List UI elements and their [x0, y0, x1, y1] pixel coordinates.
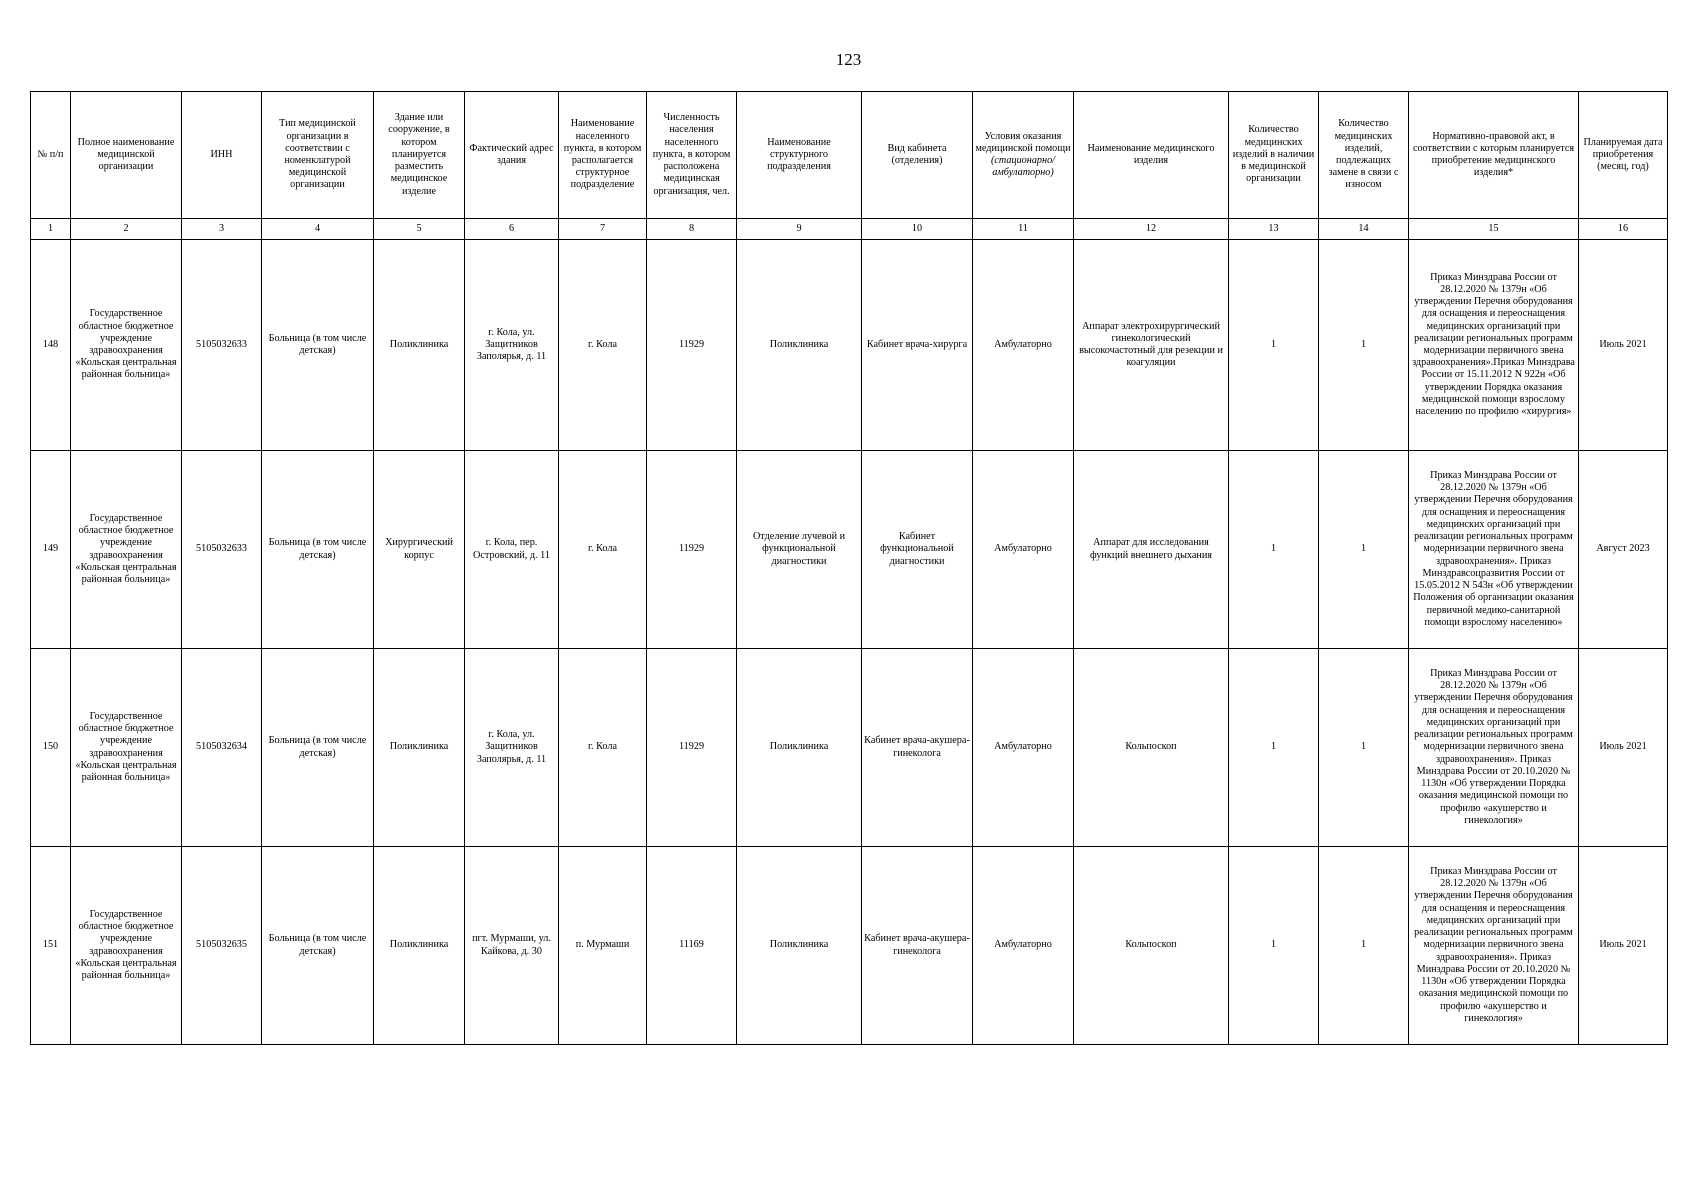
column-number: 5 — [374, 219, 465, 240]
cell-legal-act: Приказ Минздрава России от 28.12.2020 № 1379н «Об утверждении Перечня оборудования для оснащения и переоснащения медицинских организаций при реализации региональных программ модернизации первичного звена здравоохранения».Приказ Минздрава России от 15.11.2012 N 922н «Об утверждении Порядка оказания медицинской помощи взрослому населению по профилю «хирургия» — [1409, 240, 1579, 451]
column-header: Вид кабинета (отделения) — [862, 92, 973, 219]
cell-population: 11929 — [647, 649, 737, 847]
cell-population: 11929 — [647, 451, 737, 649]
cell-number: 151 — [31, 847, 71, 1045]
cell-number: 149 — [31, 451, 71, 649]
cell-building: Поликлиника — [374, 847, 465, 1045]
column-header: Численность населения населенного пункта, в котором расположена медицинская организация, чел. — [647, 92, 737, 219]
column-header: № п/п — [31, 92, 71, 219]
cell-type: Больница (в том числе детская) — [262, 240, 374, 451]
cell-date: Июль 2021 — [1579, 847, 1668, 1045]
cell-type: Больница (в том числе детская) — [262, 451, 374, 649]
column-number: 14 — [1319, 219, 1409, 240]
cell-division: Поликлиника — [737, 240, 862, 451]
cell-conditions: Амбулаторно — [973, 847, 1074, 1045]
table-row — [31, 649, 1668, 847]
column-number: 2 — [71, 219, 182, 240]
table-header-row — [31, 92, 1668, 219]
column-header: Полное наименование медицинской организации — [71, 92, 182, 219]
column-header: Наименование населенного пункта, в котором располагается структурное подразделение — [559, 92, 647, 219]
cell-inn: 5105032633 — [182, 451, 262, 649]
cell-device: Аппарат для исследования функций внешнего дыхания — [1074, 451, 1229, 649]
cell-type: Больница (в том числе детская) — [262, 847, 374, 1045]
cell-building: Хирургический корпус — [374, 451, 465, 649]
column-header: Наименование медицинского изделия — [1074, 92, 1229, 219]
cell-qty-available: 1 — [1229, 649, 1319, 847]
cell-qty-replace: 1 — [1319, 240, 1409, 451]
table-row — [31, 847, 1668, 1045]
cell-conditions: Амбулаторно — [973, 451, 1074, 649]
cell-division: Отделение лучевой и функциональной диагностики — [737, 451, 862, 649]
cell-conditions: Амбулаторно — [973, 240, 1074, 451]
table-row — [31, 451, 1668, 649]
column-header: ИНН — [182, 92, 262, 219]
cell-cabinet: Кабинет врача-акушера-гинеколога — [862, 649, 973, 847]
column-number: 3 — [182, 219, 262, 240]
page-number: 123 — [835, 50, 862, 69]
cell-date: Июль 2021 — [1579, 240, 1668, 451]
column-header: Здание или сооружение, в котором планируется разместить медицинское изделие — [374, 92, 465, 219]
cell-inn: 5105032633 — [182, 240, 262, 451]
cell-cabinet: Кабинет функциональной диагностики — [862, 451, 973, 649]
table-row — [31, 240, 1668, 451]
cell-device: Кольпоскоп — [1074, 847, 1229, 1045]
equipment-table — [30, 91, 1668, 1045]
cell-conditions: Амбулаторно — [973, 649, 1074, 847]
cell-device: Аппарат электрохирургический гинекологический высокочастотный для резекции и коагуляции — [1074, 240, 1229, 451]
cell-qty-available: 1 — [1229, 847, 1319, 1045]
column-number: 11 — [973, 219, 1074, 240]
cell-qty-available: 1 — [1229, 240, 1319, 451]
cell-locality: г. Кола — [559, 451, 647, 649]
cell-inn: 5105032635 — [182, 847, 262, 1045]
cell-qty-replace: 1 — [1319, 451, 1409, 649]
cell-org: Государственное областное бюджетное учреждение здравоохранения «Кольская центральная районная больница» — [71, 847, 182, 1045]
column-number: 12 — [1074, 219, 1229, 240]
cell-division: Поликлиника — [737, 649, 862, 847]
cell-inn: 5105032634 — [182, 649, 262, 847]
cell-legal-act: Приказ Минздрава России от 28.12.2020 № 1379н «Об утверждении Перечня оборудования для оснащения и переоснащения медицинских организаций при реализации региональных программ модернизации первичного звена здравоохранения». Приказ Минздравсоцразвития России от 15.05.2012 N 543н «Об утверждении Положения об организации оказания первичной медико-санитарной помощи взрослому населению» — [1409, 451, 1579, 649]
cell-address: пгт. Мурмаши, ул. Кайкова, д. 30 — [465, 847, 559, 1045]
column-header: Нормативно-правовой акт, в соответствии с которым планируется приобретение медицинского изделия* — [1409, 92, 1579, 219]
cell-population: 11929 — [647, 240, 737, 451]
cell-cabinet: Кабинет врача-акушера-гинеколога — [862, 847, 973, 1045]
cell-locality: г. Кола — [559, 240, 647, 451]
column-header: Тип медицинской организации в соответствии с номенклатурой медицинской организации — [262, 92, 374, 219]
cell-legal-act: Приказ Минздрава России от 28.12.2020 № 1379н «Об утверждении Перечня оборудования для оснащения и переоснащения медицинских организаций при реализации региональных программ модернизации первичного звена здравоохранения». Приказ Минздрава России от 20.10.2020 № 1130н «Об утверждении Порядка оказания медицинской помощи по профилю «акушерство и гинекология» — [1409, 847, 1579, 1045]
column-header: Количество медицинских изделий в наличии в медицинской организации — [1229, 92, 1319, 219]
column-number: 10 — [862, 219, 973, 240]
column-number: 7 — [559, 219, 647, 240]
cell-cabinet: Кабинет врача-хирурга — [862, 240, 973, 451]
cell-building: Поликлиника — [374, 240, 465, 451]
cell-org: Государственное областное бюджетное учреждение здравоохранения «Кольская центральная районная больница» — [71, 649, 182, 847]
cell-locality: п. Мурмаши — [559, 847, 647, 1045]
cell-building: Поликлиника — [374, 649, 465, 847]
column-number: 1 — [31, 219, 71, 240]
column-number: 13 — [1229, 219, 1319, 240]
column-header-label: Условия оказания медицинской помощи — [975, 130, 1071, 154]
cell-address: г. Кола, ул. Защитников Заполярья, д. 11 — [465, 649, 559, 847]
cell-locality: г. Кола — [559, 649, 647, 847]
column-number-row — [31, 219, 1668, 240]
column-header: Количество медицинских изделий, подлежащих замене в связи с износом — [1319, 92, 1409, 219]
cell-date: Август 2023 — [1579, 451, 1668, 649]
cell-device: Кольпоскоп — [1074, 649, 1229, 847]
cell-number: 148 — [31, 240, 71, 451]
cell-org: Государственное областное бюджетное учреждение здравоохранения «Кольская центральная районная больница» — [71, 240, 182, 451]
cell-population: 11169 — [647, 847, 737, 1045]
column-number: 15 — [1409, 219, 1579, 240]
cell-type: Больница (в том числе детская) — [262, 649, 374, 847]
cell-address: г. Кола, ул. Защитников Заполярья, д. 11 — [465, 240, 559, 451]
column-header-conditions — [973, 92, 1074, 219]
column-number: 8 — [647, 219, 737, 240]
cell-qty-replace: 1 — [1319, 649, 1409, 847]
cell-qty-replace: 1 — [1319, 847, 1409, 1045]
column-header: Наименование структурного подразделения — [737, 92, 862, 219]
cell-division: Поликлиника — [737, 847, 862, 1045]
column-header: Планируемая дата приобретения (месяц, год) — [1579, 92, 1668, 219]
cell-number: 150 — [31, 649, 71, 847]
cell-legal-act: Приказ Минздрава России от 28.12.2020 № 1379н «Об утверждении Перечня оборудования для оснащения и переоснащения медицинских организаций при реализации региональных программ модернизации первичного звена здравоохранения». Приказ Минздрава России от 20.10.2020 № 1130н «Об утверждении Порядка оказания медицинской помощи по профилю «акушерство и гинекология» — [1409, 649, 1579, 847]
cell-qty-available: 1 — [1229, 451, 1319, 649]
column-number: 4 — [262, 219, 374, 240]
column-header-note: (стационарно/ амбулаторно) — [991, 155, 1055, 179]
column-number: 16 — [1579, 219, 1668, 240]
column-number: 9 — [737, 219, 862, 240]
cell-address: г. Кола, пер. Островский, д. 11 — [465, 451, 559, 649]
cell-date: Июль 2021 — [1579, 649, 1668, 847]
column-number: 6 — [465, 219, 559, 240]
column-header: Фактический адрес здания — [465, 92, 559, 219]
cell-org: Государственное областное бюджетное учреждение здравоохранения «Кольская центральная районная больница» — [71, 451, 182, 649]
